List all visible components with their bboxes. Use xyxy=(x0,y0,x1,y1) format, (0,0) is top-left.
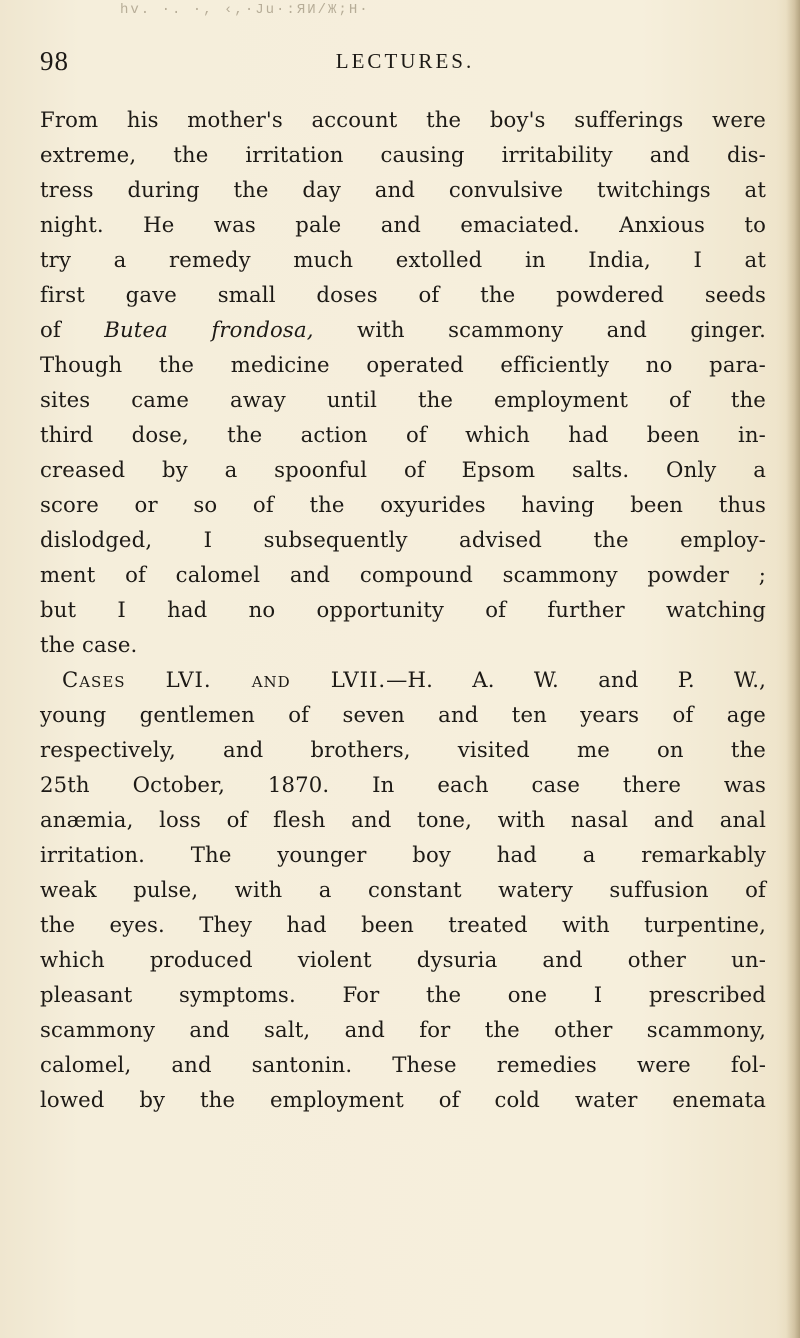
text-line: dislodged, I subsequently advised the employ- xyxy=(40,527,766,552)
page-header xyxy=(40,44,770,80)
text-line: lowed by the employment of cold water enemata xyxy=(40,1087,766,1112)
case-heading: Cases LVI. and LVII. xyxy=(62,667,387,692)
text-line: which produced violent dysuria and other un- xyxy=(40,947,766,972)
text-line: third dose, the action of which had been in- xyxy=(40,422,766,447)
paragraph-end-line: the case. xyxy=(40,632,138,657)
page-number: 98 xyxy=(40,46,69,76)
text-line: weak pulse, with a constant watery suffusion of xyxy=(40,877,766,902)
text-line: anæmia, loss of flesh and tone, with nasal and anal xyxy=(40,807,766,832)
bleed-through-text: hv. ·. ·, ‹,·Ju·:ЯИ/Ж;Н· xyxy=(120,2,370,18)
text-line: creased by a spoonful of Epsom salts. Only a xyxy=(40,457,766,482)
text-line: ment of calomel and compound scammony powder ; xyxy=(40,562,766,587)
text-line: try a remedy much extolled in India, I at xyxy=(40,247,766,272)
text-line: young gentlemen of seven and ten years of age xyxy=(40,702,766,727)
text-line: tress during the day and convulsive twitchings at xyxy=(40,177,766,202)
text-line: sites came away until the employment of the xyxy=(40,387,766,412)
page-gutter-shadow xyxy=(786,0,800,1338)
text-line: score or so of the oxyurides having been thus xyxy=(40,492,766,517)
species-name: Butea frondosa, xyxy=(104,317,314,342)
text-line: night. He was pale and emaciated. Anxious to xyxy=(40,212,766,237)
text-line: respectively, and brothers, visited me on the xyxy=(40,737,766,762)
text-line: but I had no opportunity of further watching xyxy=(40,597,766,622)
text-line: 25th October, 1870. In each case there was xyxy=(40,772,766,797)
text-line: calomel, and santonin. These remedies were fol- xyxy=(40,1052,766,1077)
text-line: scammony and salt, and for the other scammony, xyxy=(40,1017,766,1042)
text-line: pleasant symptoms. For the one I prescribed xyxy=(40,982,766,1007)
text-line: first gave small doses of the powdered seeds xyxy=(40,282,766,307)
case-heading-line: Cases LVI. and LVII.—H. A. W. and P. W., xyxy=(62,667,766,692)
text-line: Though the medicine operated efficiently no para- xyxy=(40,352,766,377)
text-line: From his mother's account the boy's sufferings were xyxy=(40,107,766,132)
text-line: extreme, the irritation causing irritability and dis- xyxy=(40,142,766,167)
body-text xyxy=(40,102,766,1117)
running-head: LECTURES. xyxy=(335,49,475,73)
text-line: irritation. The younger boy had a remarkably xyxy=(40,842,766,867)
text-line: the eyes. They had been treated with turpentine, xyxy=(40,912,766,937)
text-line: of Butea frondosa, with scammony and ginger. xyxy=(40,317,766,342)
